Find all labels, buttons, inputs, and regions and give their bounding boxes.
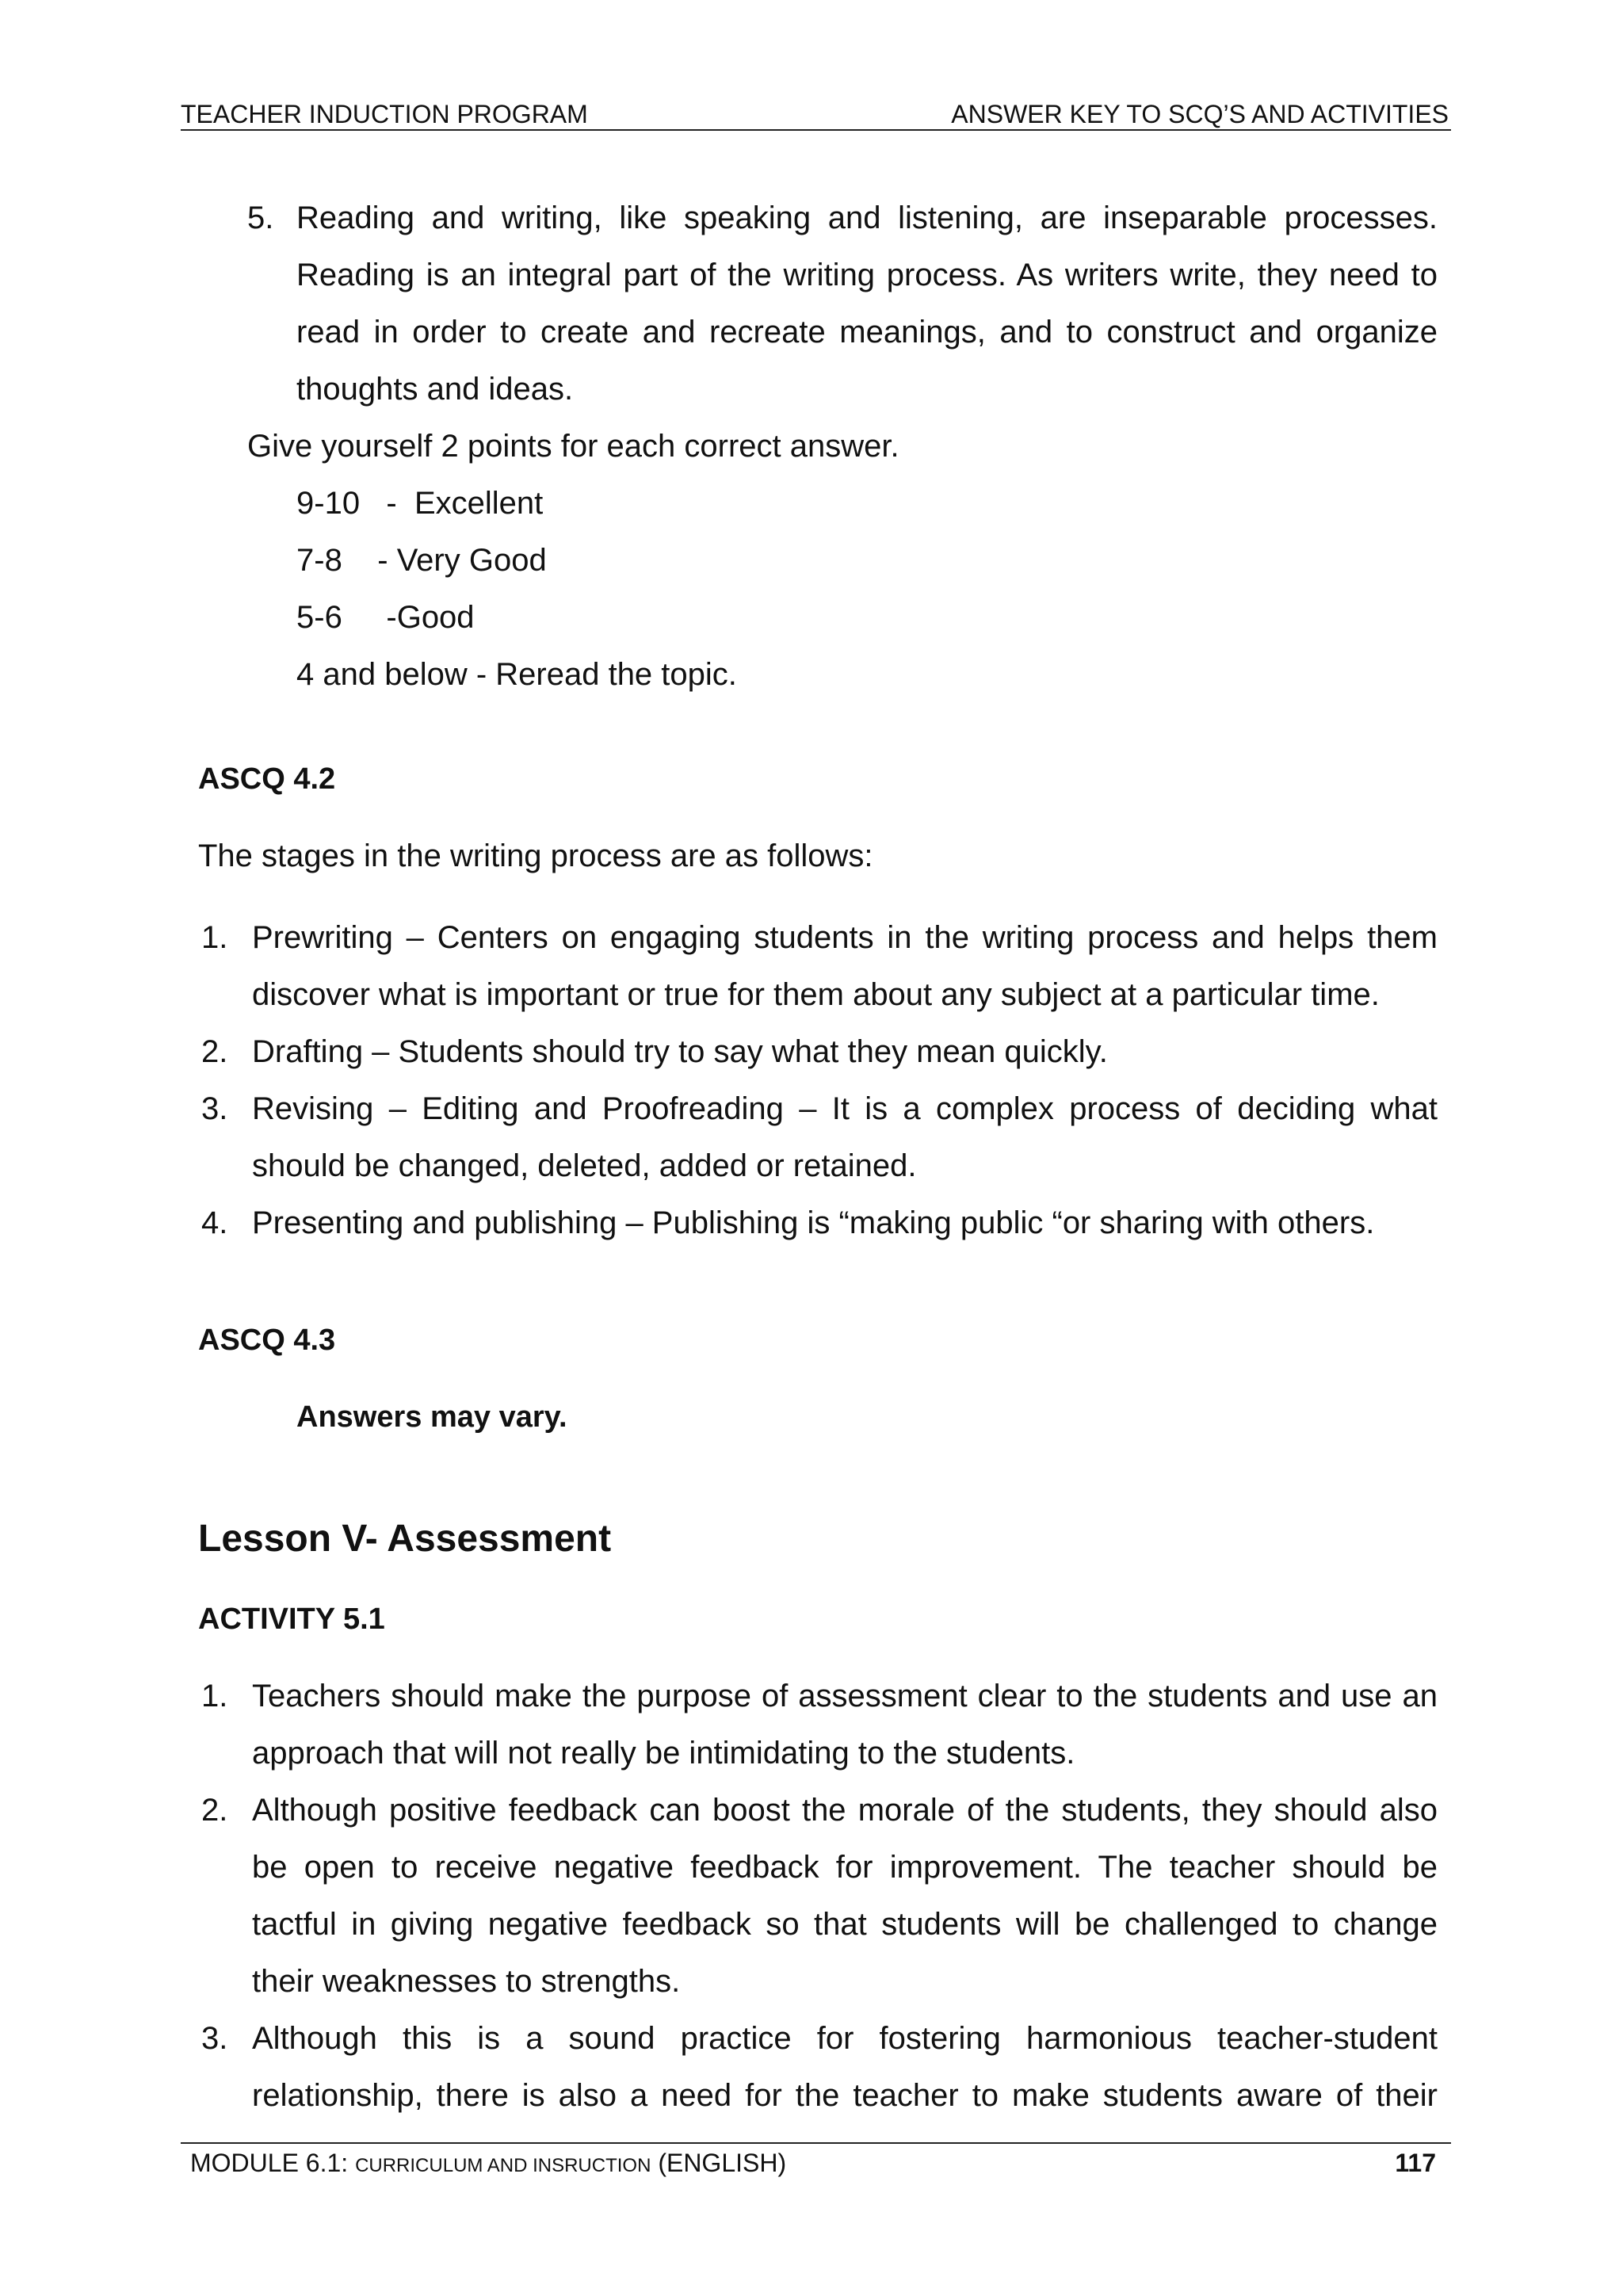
- ascq-4-2-heading: ASCQ 4.2: [198, 762, 336, 796]
- ascq-4-2-item-4-number: 4.: [201, 1205, 228, 1240]
- lesson-v-title: Lesson V- Assessment: [198, 1518, 612, 1560]
- ascq-4-2-item-3-text: Revising – Editing and Proofreading – It is a complex process of deciding what should be changed, deleted, added or retained.: [252, 1091, 1438, 1183]
- activity-5-1-item-1-text: Teachers should make the purpose of assessment clear to the students and use an approach that will not really be intimidating to the students.: [252, 1679, 1438, 1771]
- ascq-4-2-item-1-text: Prewriting – Centers on engaging students in the writing process and helps them discover what is important or true for them about any subject at a particular time.: [252, 920, 1438, 1012]
- ascq-4-2-item-2-text: Drafting – Students should try to say what they mean quickly.: [252, 1034, 1108, 1069]
- score-row-excellent: 9-10 - Excellent: [296, 486, 544, 521]
- score-row-very-good: 7-8 - Very Good: [296, 543, 547, 578]
- header-divider: [181, 129, 1451, 131]
- item-5-text: Reading and writing, like speaking and listening, are inseparable processes. Reading is an integral part of the writing process. As writers write, they need to read in order to create and recreate meanings, and to construct and organize thoughts and ideas.: [296, 201, 1438, 407]
- activity-5-1-item-1-number: 1.: [201, 1679, 228, 1713]
- ascq-4-2-item-3-number: 3.: [201, 1091, 228, 1126]
- ascq-4-2-item-4-text: Presenting and publishing – Publishing is “making public “or sharing with others.: [252, 1205, 1375, 1240]
- page-footer: [190, 2147, 1436, 2179]
- activity-5-1-item-3-text: Although this is a sound practice for fostering harmonious teacher-student relationship, there is also a need for the teacher to make students aware of their: [252, 2021, 1438, 2113]
- score-row-good: 5-6 -Good: [296, 600, 475, 635]
- scoring-intro: Give yourself 2 points for each correct answer.: [247, 429, 899, 464]
- header-program-title: TEACHER INDUCTION PROGRAM: [181, 100, 588, 128]
- score-row-reread: 4 and below - Reread the topic.: [296, 657, 737, 692]
- footer-subject: (ENGLISH): [651, 2149, 787, 2177]
- ascq-4-3-answer: Answers may vary.: [296, 1400, 567, 1434]
- page-number: 117: [1395, 2149, 1436, 2177]
- footer-divider: [181, 2142, 1451, 2144]
- footer-course: CURRICULUM AND INSRUCTION: [355, 2155, 651, 2176]
- activity-5-1-heading: ACTIVITY 5.1: [198, 1603, 385, 1636]
- ascq-4-2-item-1-number: 1.: [201, 920, 228, 955]
- ascq-4-2-intro: The stages in the writing process are as follows:: [198, 839, 873, 873]
- activity-5-1-item-2-text: Although positive feedback can boost the morale of the students, they should also be open to receive negative feedback for improvement. The teacher should be tactful in giving negative feedback so that students will be challenged to change their weaknesses to strengths.: [252, 1793, 1438, 1999]
- page-header: [181, 98, 1449, 130]
- footer-module: MODULE 6.1:: [190, 2149, 356, 2177]
- ascq-4-2-item-2-number: 2.: [201, 1034, 228, 1069]
- header-section-title: ANSWER KEY TO SCQ’S AND ACTIVITIES: [951, 100, 1449, 128]
- activity-5-1-item-3-number: 3.: [201, 2021, 228, 2056]
- item-5-number: 5.: [247, 201, 274, 235]
- activity-5-1-item-2-number: 2.: [201, 1793, 228, 1828]
- ascq-4-3-heading: ASCQ 4.3: [198, 1324, 336, 1357]
